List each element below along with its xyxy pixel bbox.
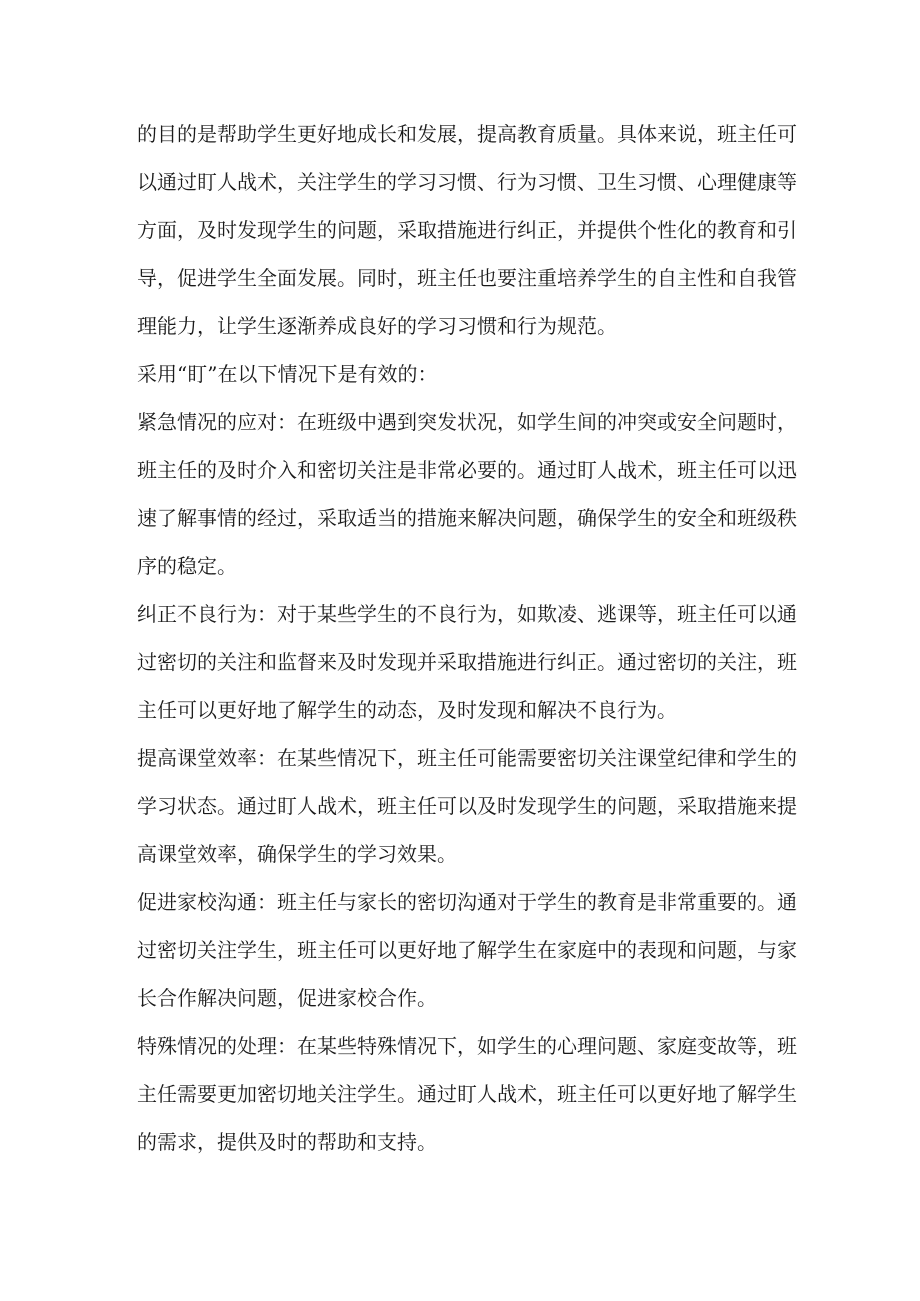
- paragraph-home-school-communication: 促进家校沟通：班主任与家长的密切沟通对于学生的教育是非常重要的。通过密切关注学生，班主任可以更好地了解学生在家庭中的表现和问题，与家长合作解决问题，促进家校合作。: [137, 890, 797, 1010]
- document-body: [137, 110, 797, 1166]
- paragraph-classroom-efficiency: 提高课堂效率：在某些情况下，班主任可能需要密切关注课堂纪律和学生的学习状态。通过盯人战术，班主任可以及时发现学生的问题，采取措施来提高课堂效率，确保学生的学习效果。: [137, 746, 797, 866]
- paragraph-emergency-response: 紧急情况的应对：在班级中遇到突发状况，如学生间的冲突或安全问题时，班主任的及时介入和密切关注是非常必要的。通过盯人战术，班主任可以迅速了解事情的经过，采取适当的措施来解决问题，确保学生的安全和班级秩序的稳定。: [137, 410, 797, 578]
- paragraph-special-situations: 特殊情况的处理：在某些特殊情况下，如学生的心理问题、家庭变故等，班主任需要更加密切地关注学生。通过盯人战术，班主任可以更好地了解学生的需求，提供及时的帮助和支持。: [137, 1034, 797, 1154]
- paragraph-intro-continuation: 的目的是帮助学生更好地成长和发展，提高教育质量。具体来说，班主任可以通过盯人战术，关注学生的学习习惯、行为习惯、卫生习惯、心理健康等方面，及时发现学生的问题，采取措施进行纠正，并提供个性化的教育和引导，促进学生全面发展。同时，班主任也要注重培养学生的自主性和自我管理能力，让学生逐渐养成良好的学习习惯和行为规范。: [137, 122, 797, 338]
- paragraph-correct-bad-behavior: 纠正不良行为：对于某些学生的不良行为，如欺凌、逃课等，班主任可以通过密切的关注和监督来及时发现并采取措施进行纠正。通过密切的关注，班主任可以更好地了解学生的动态，及时发现和解决不良行为。: [137, 602, 797, 722]
- paragraph-effective-situations-heading: 采用“盯”在以下情况下是有效的：: [137, 362, 438, 386]
